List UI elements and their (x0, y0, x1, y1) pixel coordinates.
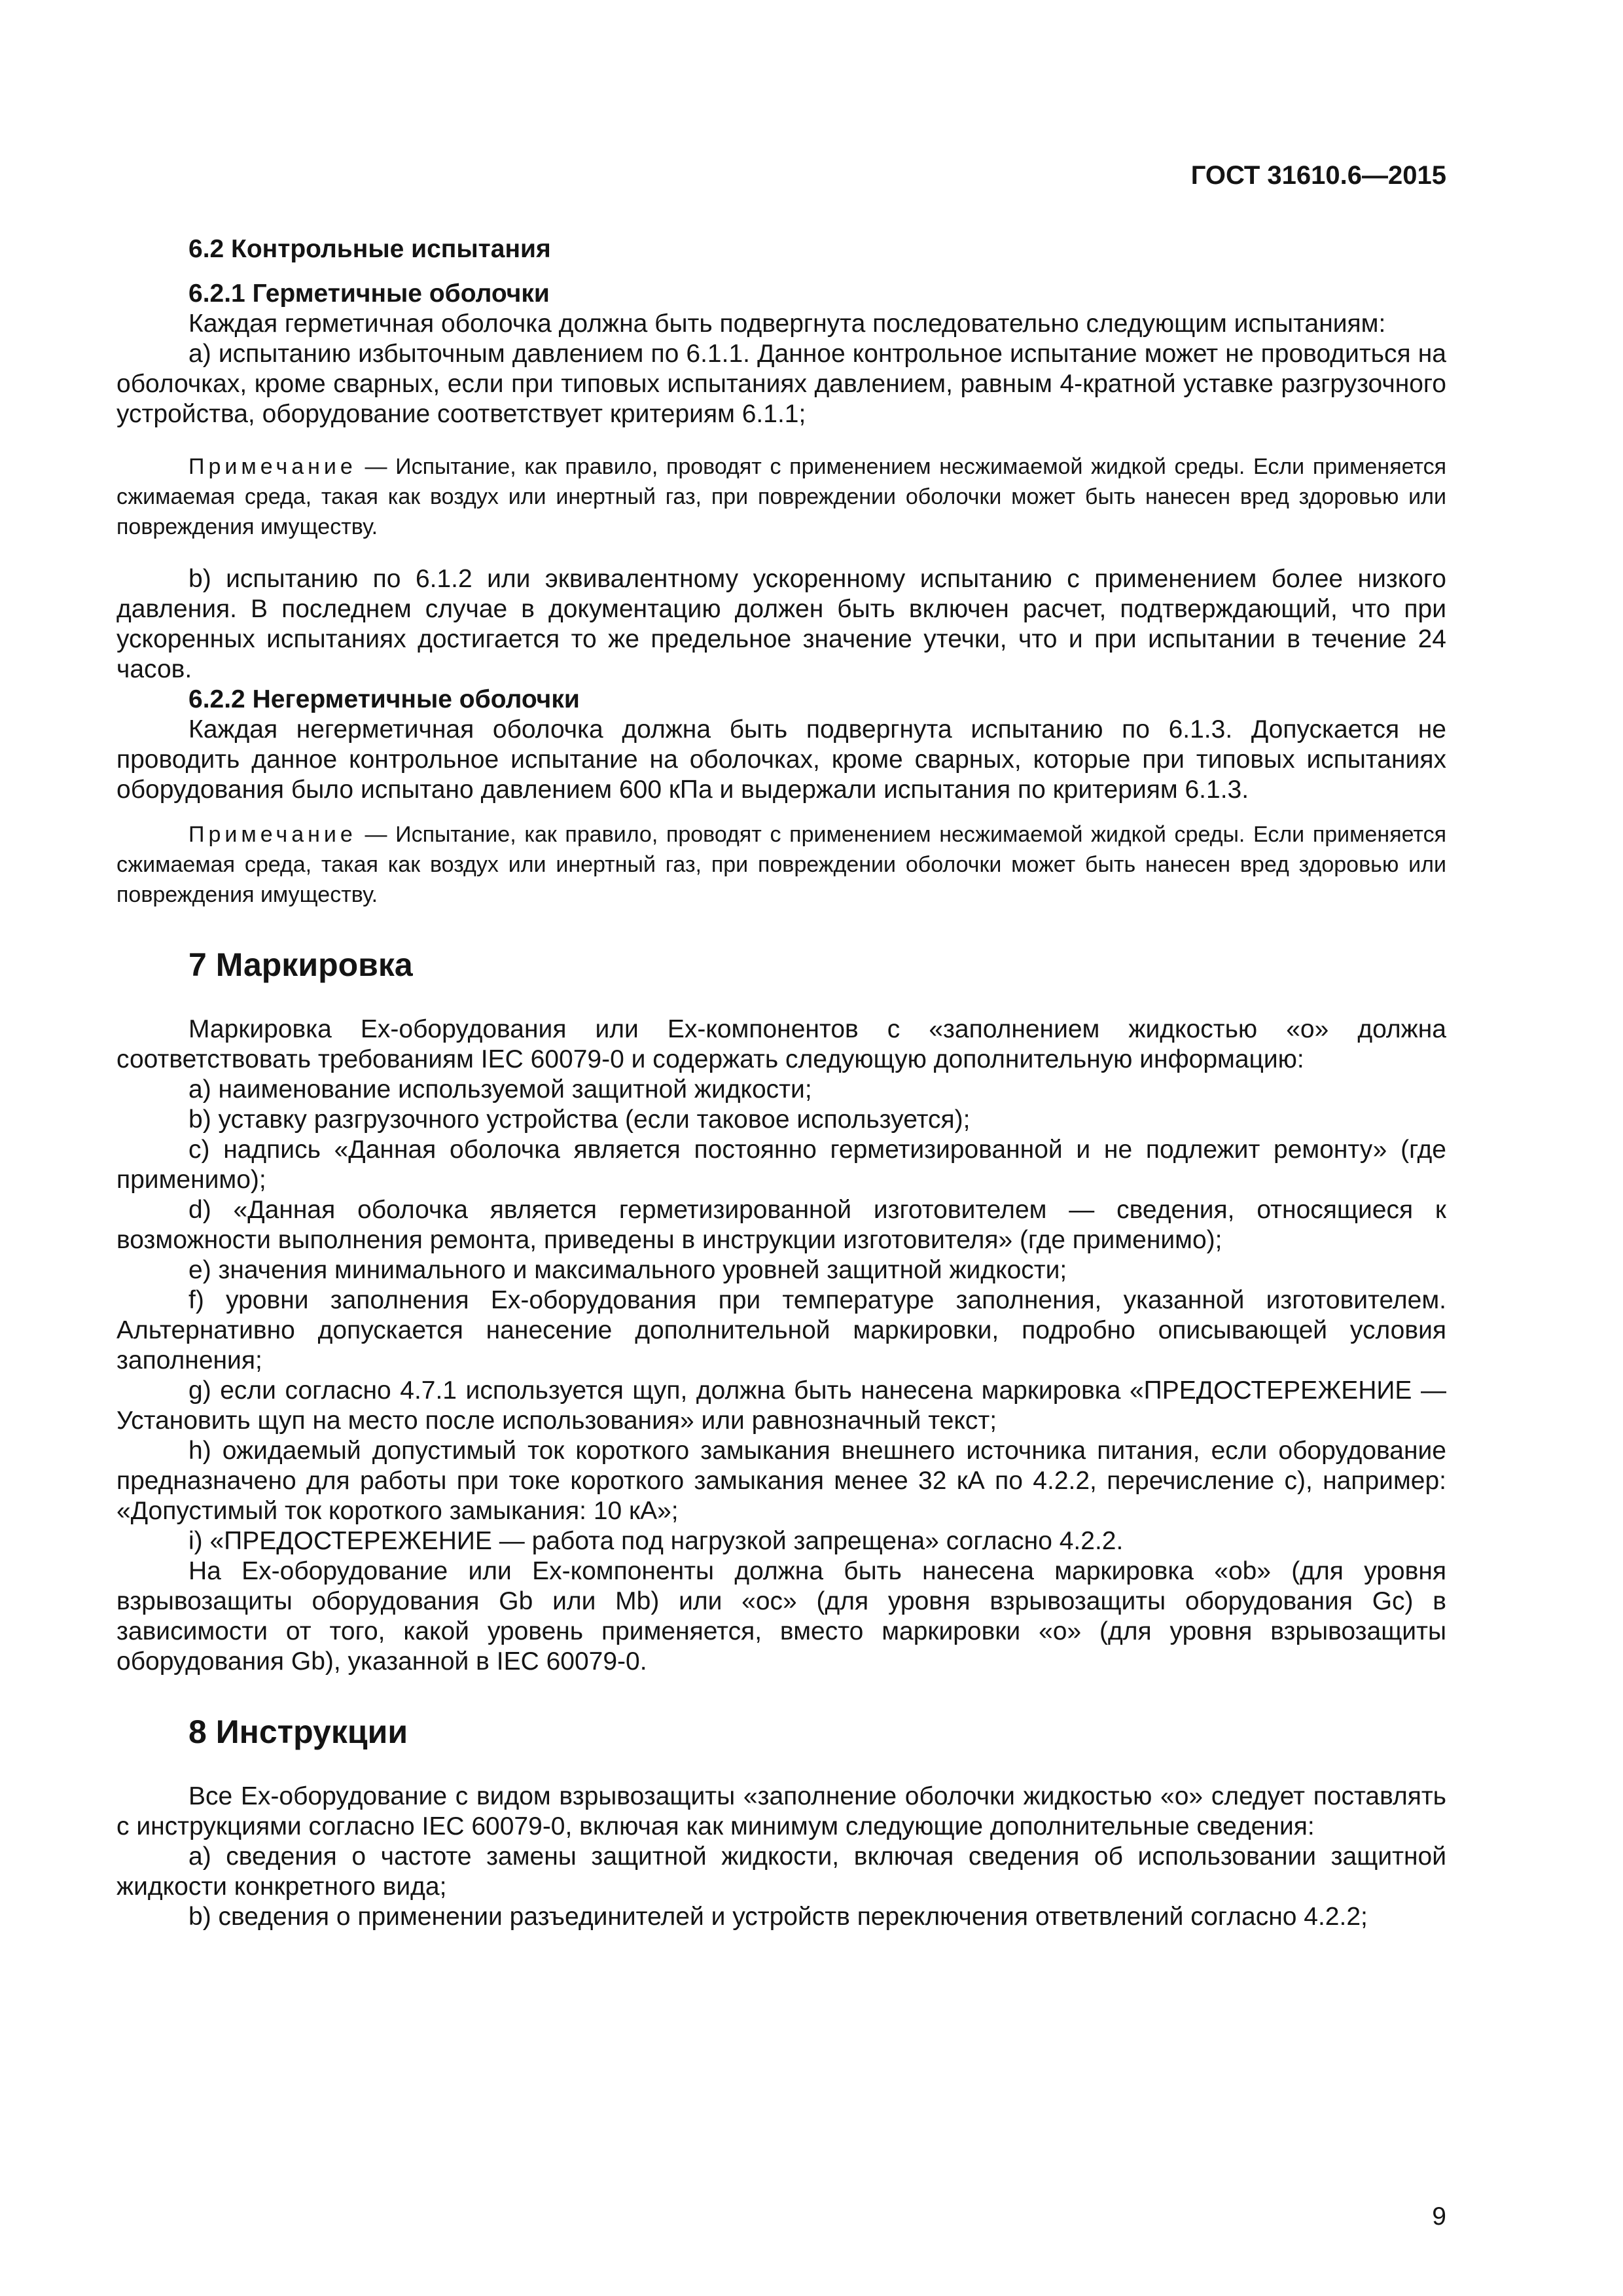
list-item-7-b: b) уставку разгрузочного устройства (если таковое используется); (188, 1105, 971, 1134)
note-2-text: — Испытание, как правило, проводят с применением несжимаемой жидкой среды. Если применяется сжимаемая среда, такая как воздух или инертный газ, при повреждении оболочки может быть нанесен вред здоровью или повреждения имуществу. (116, 822, 1446, 907)
list-item-7-g: g) если согласно 4.7.1 используется щуп, должна быть нанесена маркировка «ПРЕДОСТЕРЕЖЕНИЕ — Установить щуп на место после использования» или равнозначный текст; (116, 1376, 1446, 1435)
section-6-2-1-heading: 6.2.1 Герметичные оболочки (188, 279, 550, 308)
page-number: 9 (1432, 2202, 1446, 2231)
list-item-7-e: e) значения минимального и максимального уровней защитной жидкости; (188, 1256, 1067, 1284)
section-6-2-2-heading: 6.2.2 Негерметичные оболочки (188, 685, 580, 713)
note-1 (116, 452, 1446, 542)
list-item-7-i: i) «ПРЕДОСТЕРЕЖЕНИЕ — работа под нагрузкой запрещена» согласно 4.2.2. (188, 1527, 1124, 1555)
section-8-heading: 8 Инструкции (188, 1713, 408, 1750)
document-code-header: ГОСТ 31610.6—2015 (1190, 161, 1446, 190)
paragraph-7-closing: На Ex-оборудование или Ex-компоненты должна быть нанесена маркировка «ob» (для уровня взрывозащиты оборудования Gb или Mb) или «oc» (для уровня взрывозащиты оборудования Gc) в зависимости от того, какой уровень применяется, вместо маркировки «o» (для уровня взрывозащиты оборудования Gb), указанной в IEC 60079-0. (116, 1557, 1446, 1676)
note-2 (116, 819, 1446, 910)
paragraph-8-intro: Все Ex-оборудование с видом взрывозащиты «заполнение оболочки жидкостью «о» следует поставлять с инструкциями согласно IEC 60079-0, включая как минимум следующие дополнительные сведения: (116, 1782, 1446, 1840)
list-item-7-f: f) уровни заполнения Ex-оборудования при температуре заполнения, указанной изготовителем. Альтернативно допускается нанесение дополнительной маркировки, подробно описывающей условия заполнения; (116, 1286, 1446, 1374)
paragraph-6-2-1-intro: Каждая герметичная оболочка должна быть подвергнута последовательно следующим испытаниям: (188, 310, 1386, 338)
list-item-6-2-1-a: a) испытанию избыточным давлением по 6.1.1. Данное контрольное испытание может не проводиться на оболочках, кроме сварных, если при типовых испытаниях давлением, равным 4-кратной уставке разгрузочного устройства, оборудование соответствует критериям 6.1.1; (116, 340, 1446, 428)
note-1-label: Примечание (188, 454, 357, 479)
note-1-text: — Испытание, как правило, проводят с применением несжимаемой жидкой среды. Если применяется сжимаемая среда, такая как воздух или инертный газ, при повреждении оболочки может быть нанесен вред здоровью или повреждения имуществу. (116, 454, 1446, 539)
list-item-7-d: d) «Данная оболочка является герметизированной изготовителем — сведения, относящиеся к возможности выполнения ремонта, приведены в инструкции изготовителя» (где применимо); (116, 1196, 1446, 1254)
section-6-2-heading: 6.2 Контрольные испытания (188, 235, 551, 263)
note-2-label: Примечание (188, 822, 357, 847)
list-item-8-b: b) сведения о применении разъединителей и устройств переключения ответвлений согласно 4.2.2; (188, 1903, 1368, 1931)
list-item-7-a: a) наименование используемой защитной жидкости; (188, 1075, 812, 1103)
list-item-6-2-1-b: b) испытанию по 6.1.2 или эквивалентному ускоренному испытанию с применением более низкого давления. В последнем случае в документацию должен быть включен расчет, подтверждающий, что при ускоренных испытаниях достигается то же предельное значение утечки, что и при испытании в течение 24 часов. (116, 565, 1446, 683)
list-item-7-h: h) ожидаемый допустимый ток короткого замыкания внешнего источника питания, если оборудование предназначено для работы при токе короткого замыкания менее 32 кА по 4.2.2, перечисление с), например: «Допустимый ток короткого замыкания: 10 кА»; (116, 1437, 1446, 1525)
paragraph-6-2-2: Каждая негерметичная оболочка должна быть подвергнута испытанию по 6.1.3. Допускается не проводить данное контрольное испытание на оболочках, кроме сварных, которые при типовых испытаниях оборудования было испытано давлением 600 кПа и выдержали испытания по критериям 6.1.3. (116, 715, 1446, 804)
list-item-7-c: c) надпись «Данная оболочка является постоянно герметизированной и не подлежит ремонту» (где применимо); (116, 1136, 1446, 1194)
paragraph-7-intro: Маркировка Ex-оборудования или Ex-компонентов с «заполнением жидкостью «о» должна соответствовать требованиям IEC 60079-0 и содержать следующую дополнительную информацию: (116, 1015, 1446, 1073)
list-item-8-a: a) сведения о частоте замены защитной жидкости, включая сведения об использовании защитной жидкости конкретного вида; (116, 1842, 1446, 1901)
page-content (116, 234, 1446, 1932)
section-7-heading: 7 Маркировка (188, 946, 413, 983)
